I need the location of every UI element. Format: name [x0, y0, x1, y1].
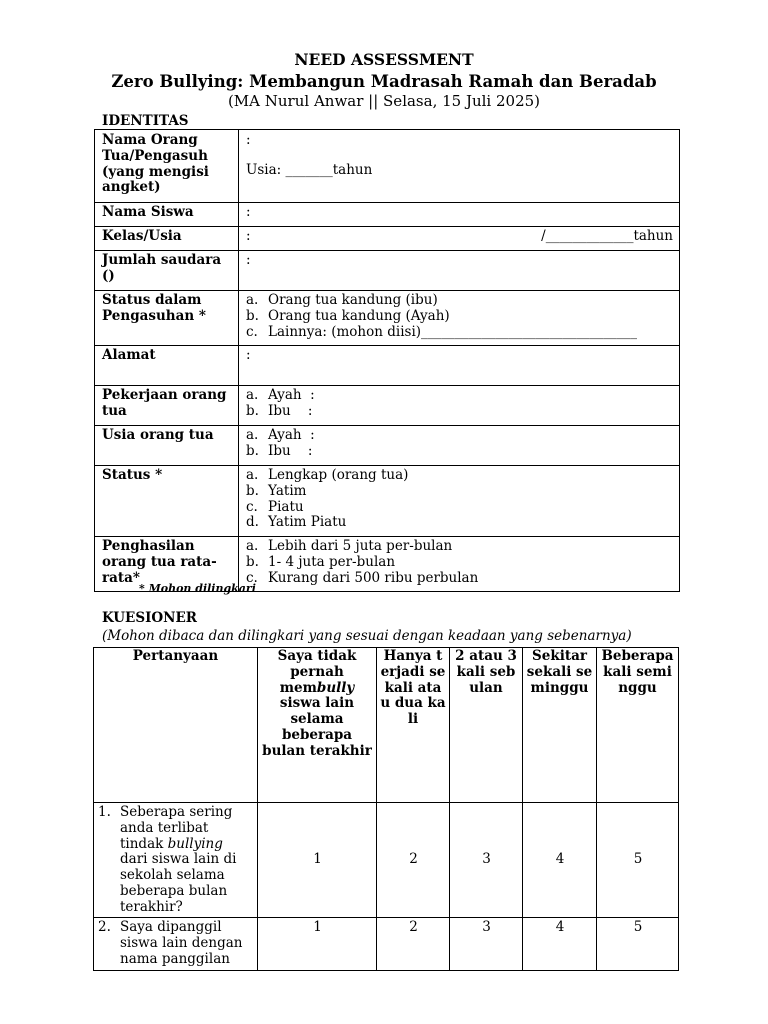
row-label: Penghasilan orang tua rata-rata*	[95, 537, 239, 592]
column-header-once-twice: Hanya terjadi sekali atau dua kali	[377, 648, 450, 803]
identitas-heading: IDENTITAS	[102, 113, 189, 129]
row-value[interactable]	[239, 426, 680, 466]
row-value[interactable]: :	[239, 251, 680, 291]
row-value[interactable]	[239, 227, 680, 251]
row-label: Status dalam Pengasuhan *	[95, 291, 239, 346]
table-row	[95, 227, 680, 251]
table-row	[95, 386, 680, 426]
document-info: (MA Nurul Anwar || Selasa, 15 Juli 2025)	[227, 92, 541, 110]
value-colon: :	[246, 132, 251, 148]
answer-option[interactable]: 2	[377, 803, 450, 918]
answer-option[interactable]: 4	[523, 918, 597, 970]
row-label: Usia orang tua	[95, 426, 239, 466]
option-item[interactable]: d. Yatim Piatu	[246, 514, 347, 531]
column-header-weekly: Sekitar sekali seminggu	[523, 648, 597, 803]
answer-option[interactable]: 3	[450, 918, 523, 970]
row-label: Jumlah saudara ()	[95, 251, 239, 291]
row-value[interactable]: :	[239, 203, 680, 227]
option-item[interactable]: a. Orang tua kandung (ibu)	[246, 292, 438, 308]
question-cell	[94, 918, 258, 970]
row-label: Status *	[95, 466, 239, 537]
document-title: NEED ASSESSMENT	[294, 50, 474, 69]
question-text: Seberapa sering anda terlibat tindak bullying dari siswa lain di sekolah selama beberapa bulan terakhir?	[120, 804, 237, 915]
option-list	[246, 428, 673, 460]
option-list	[246, 539, 673, 586]
table-row	[95, 251, 680, 291]
row-value[interactable]	[239, 386, 680, 426]
option-item[interactable]: c. Lainnya: (mohon diisi)________________________________	[246, 323, 638, 340]
row-label: Nama Orang Tua/Pengasuh (yang mengisi angket)	[95, 130, 239, 203]
row-label: Pekerjaan orang tua	[95, 386, 239, 426]
column-header-never: Saya tidak pernah membully siswa lain selama beberapa bulan terakhir	[258, 648, 377, 803]
question-cell	[94, 803, 258, 918]
row-label: Nama Siswa	[95, 203, 239, 227]
table-row	[95, 466, 680, 537]
option-item[interactable]: c. Piatu	[246, 498, 304, 515]
answer-option[interactable]: 5	[597, 803, 679, 918]
answer-option[interactable]: 4	[523, 803, 597, 918]
table-row	[95, 426, 680, 466]
row-label: Kelas/Usia	[95, 227, 239, 251]
answer-option[interactable]: 2	[377, 918, 450, 970]
option-item[interactable]: a. Lebih dari 5 juta per-bulan	[246, 538, 453, 554]
table-row	[95, 130, 680, 203]
identitas-table	[94, 129, 680, 592]
table-header-row	[94, 648, 679, 803]
option-item[interactable]: b. Ibu :	[246, 402, 313, 419]
row-value[interactable]	[239, 291, 680, 346]
option-item[interactable]: a. Ayah :	[246, 427, 315, 443]
table-row	[95, 291, 680, 346]
option-item[interactable]: c. Kurang dari 500 ribu perbulan	[246, 569, 479, 586]
option-list	[246, 388, 673, 420]
row-value[interactable]	[239, 537, 680, 592]
kuesioner-table	[93, 647, 679, 971]
table-row	[94, 803, 679, 918]
kuesioner-instruction: (Mohon dibaca dan dilingkari yang sesuai dengan keadaan yang sebenarnya)	[102, 628, 632, 644]
answer-option[interactable]: 5	[597, 918, 679, 970]
option-item[interactable]: a. Lengkap (orang tua)	[246, 467, 409, 483]
option-item[interactable]: b. Ibu :	[246, 442, 313, 459]
row-value[interactable]	[239, 466, 680, 537]
row-label: Alamat	[95, 346, 239, 386]
circle-note: * Mohon dilingkari	[139, 582, 256, 595]
document-subtitle: Zero Bullying: Membangun Madrasah Ramah dan Beradab	[111, 72, 657, 91]
answer-option[interactable]: 1	[258, 918, 377, 970]
value-colon: :	[246, 228, 251, 244]
table-row	[95, 203, 680, 227]
answer-option[interactable]: 1	[258, 803, 377, 918]
table-row	[94, 918, 679, 970]
option-list	[246, 468, 673, 531]
option-item[interactable]: b. Orang tua kandung (Ayah)	[246, 307, 450, 324]
row-value[interactable]: :	[239, 346, 680, 386]
question-number: 1.	[98, 804, 111, 820]
option-item[interactable]: b. Yatim	[246, 482, 307, 499]
column-header-several-weekly: Beberapa kali seminggu	[597, 648, 679, 803]
age-field: /_____________tahun	[541, 228, 673, 244]
question-number: 2.	[98, 919, 111, 936]
question-text: Saya dipanggil siswa lain dengan nama panggilan	[120, 919, 243, 968]
usia-field: Usia: _______tahun	[246, 161, 373, 178]
kuesioner-heading: KUESIONER	[102, 610, 197, 626]
answer-option[interactable]: 3	[450, 803, 523, 918]
option-list	[246, 293, 673, 340]
column-header-monthly: 2 atau 3 kali sebulan	[450, 648, 523, 803]
row-value[interactable]	[239, 130, 680, 203]
option-item[interactable]: a. Ayah :	[246, 387, 315, 403]
table-row	[95, 346, 680, 386]
option-item[interactable]: b. 1- 4 juta per-bulan	[246, 553, 396, 570]
column-header-question: Pertanyaan	[94, 648, 258, 803]
